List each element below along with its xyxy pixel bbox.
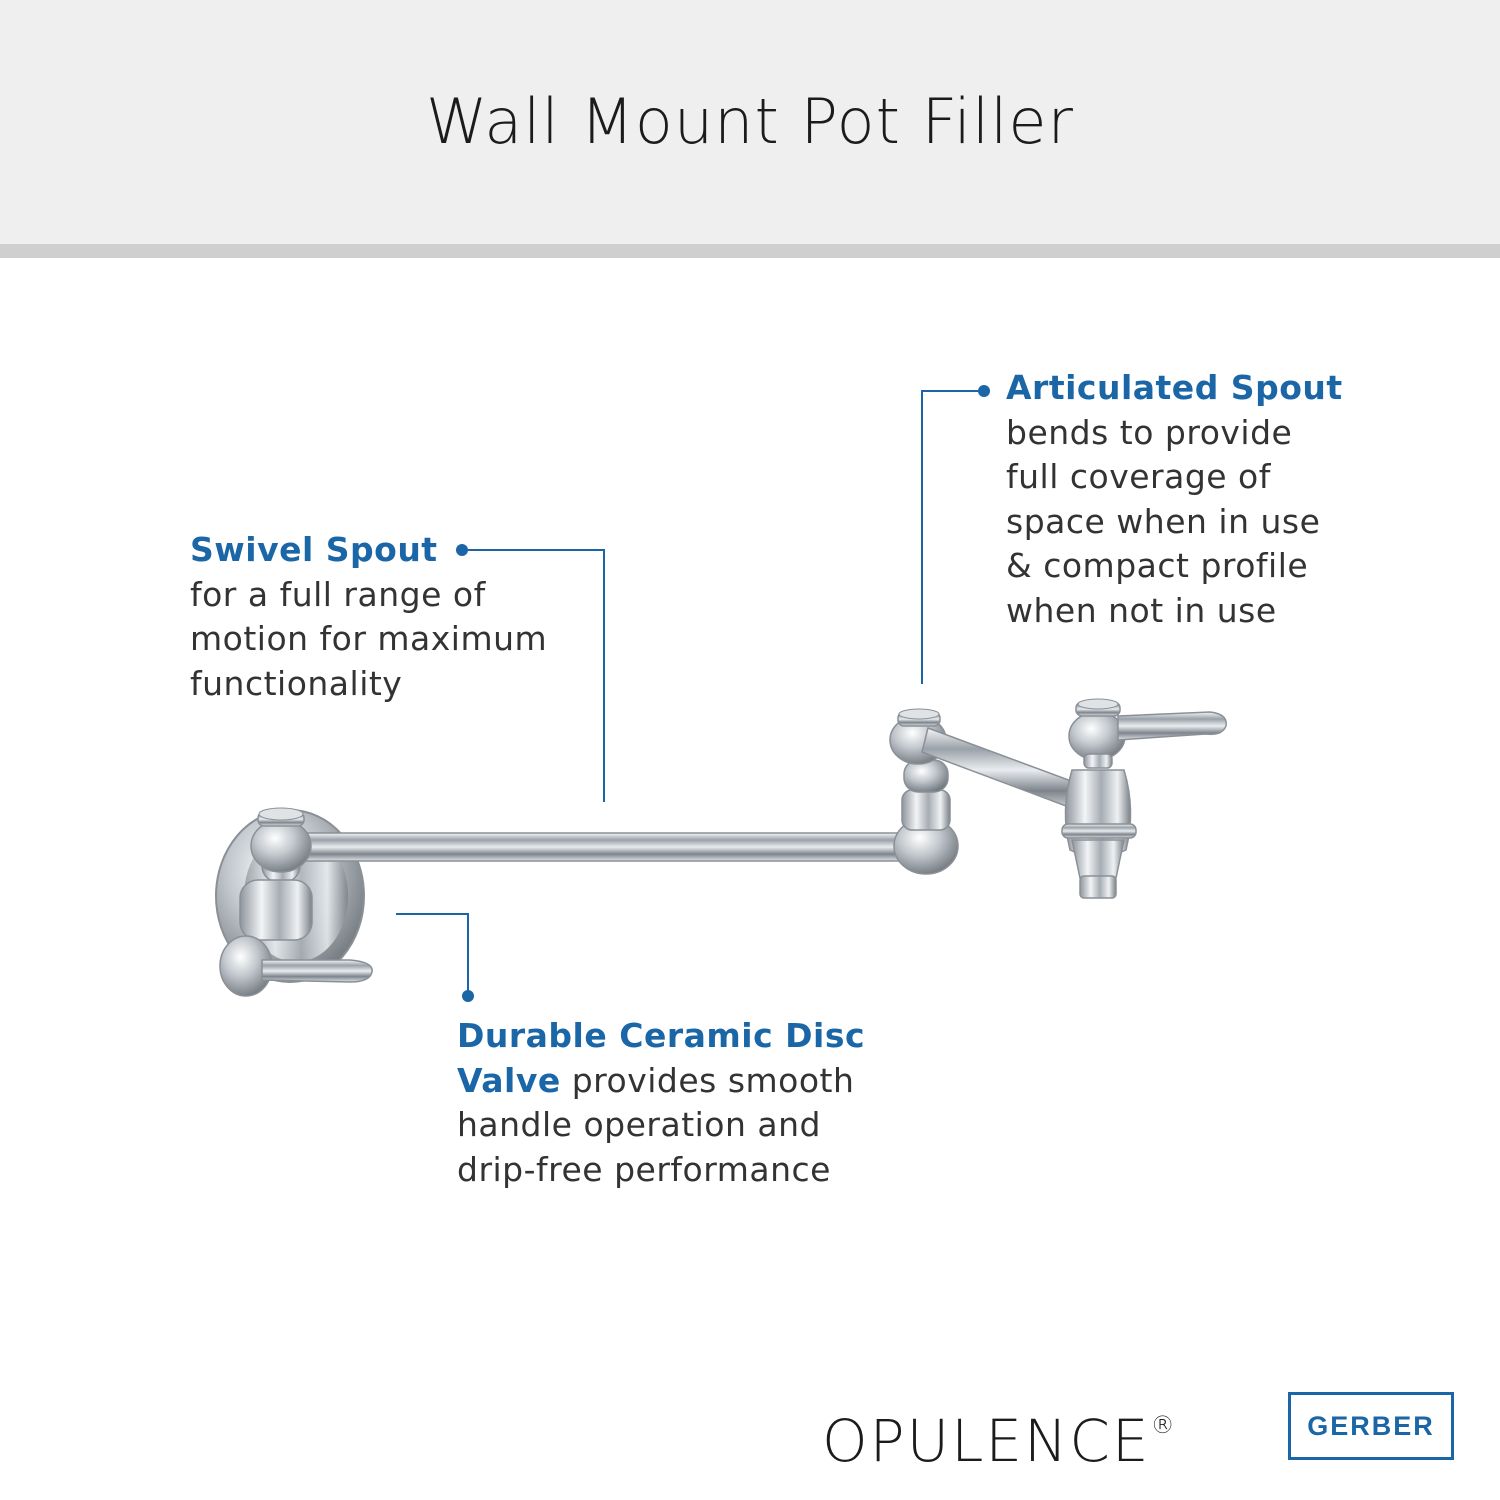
spout-body (1062, 699, 1226, 898)
callout-ceramic-heading: Durable Ceramic Disc (457, 1016, 866, 1055)
callout-ceramic-line-4: drip-free performance (457, 1149, 831, 1189)
page-title: Wall Mount Pot Filler (425, 85, 1075, 158)
callout-swivel-line-3: functionality (190, 663, 403, 703)
callout-ceramic-heading-cont: Valve (457, 1060, 561, 1100)
callout-articulated-line-2: full coverage of (1006, 457, 1271, 496)
opulence-wordmark: OPULENCE (822, 1407, 1151, 1475)
callout-swivel-spout (190, 528, 547, 706)
callout-articulated-line-5: when not in use (1006, 590, 1277, 630)
callout-ceramic-line-2 (457, 1059, 865, 1104)
opulence-logo (822, 1385, 1175, 1481)
callout-articulated-spout (1006, 366, 1343, 633)
callout-swivel-line-1: for a full range of (190, 574, 486, 614)
callout-articulated-line-3: space when in use (1006, 501, 1321, 541)
callout-ceramic-line-2-text: provides smooth (560, 1060, 855, 1100)
swivel-arm (290, 833, 910, 861)
registered-mark: ® (1150, 1411, 1175, 1439)
callout-articulated-line-1: bends to provide (1006, 412, 1293, 452)
callout-swivel-heading: Swivel Spout (190, 530, 438, 569)
callout-articulated-heading: Articulated Spout (1006, 368, 1343, 407)
callout-ceramic-line-3: handle operation and (457, 1105, 821, 1144)
callout-articulated-line-4: & compact profile (1006, 546, 1309, 585)
gerber-logo: GERBER (1288, 1392, 1454, 1460)
callout-swivel-line-2: motion for maximum (190, 619, 548, 658)
callout-ceramic-valve (457, 1014, 865, 1192)
swivel-joint-middle (890, 709, 958, 874)
